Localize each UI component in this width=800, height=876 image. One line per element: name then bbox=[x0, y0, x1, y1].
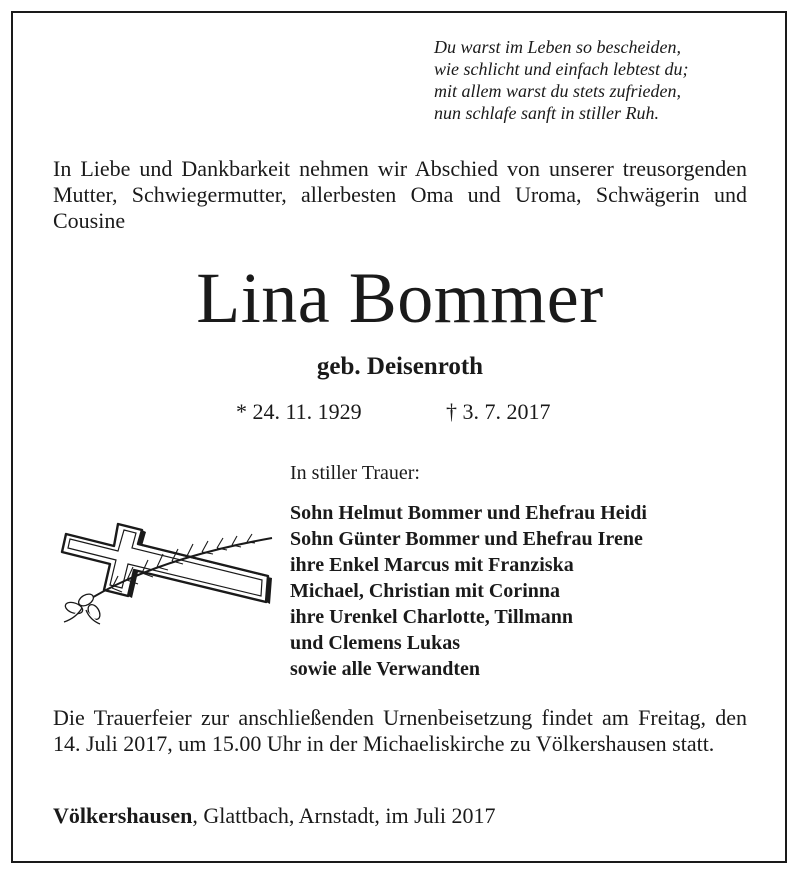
mourners-list bbox=[290, 500, 647, 682]
mourner-line: Sohn Helmut Bommer und Ehefrau Heidi bbox=[290, 502, 647, 524]
intro-text: In Liebe und Dankbarkeit nehmen wir Abschied von unserer treusorgenden Mutter, Schwiegermutter, allerbesten Oma und Uroma, Schwägerin und Cousine bbox=[53, 156, 747, 233]
poem bbox=[434, 36, 764, 124]
ceremony-text: Die Trauerfeier zur anschließenden Urnenbeisetzung findet am Freitag, den 14. Juli 2017, um 15.00 Uhr in der Michaeliskirche zu Völkershausen statt. bbox=[53, 705, 747, 756]
mourner-line: ihre Urenkel Charlotte, Tillmann bbox=[290, 606, 573, 628]
poem-line: nun schlafe sanft in stiller Ruh. bbox=[434, 103, 659, 123]
cross-with-palm-branch-icon bbox=[52, 518, 278, 630]
deceased-name: Lina Bommer bbox=[196, 258, 604, 338]
place-town: Völkershausen bbox=[53, 803, 193, 828]
place-date bbox=[53, 803, 495, 829]
place-rest: , Glattbach, Arnstadt, im Juli 2017 bbox=[192, 803, 496, 828]
mourner-line: sowie alle Verwandten bbox=[290, 658, 480, 680]
mourner-line: ihre Enkel Marcus mit Franziska bbox=[290, 554, 574, 576]
poem-line: wie schlicht und einfach lebtest du; bbox=[434, 59, 689, 79]
mourner-line: und Clemens Lukas bbox=[290, 632, 461, 654]
mourning-label: In stiller Trauer: bbox=[290, 462, 420, 484]
mourner-line: Sohn Günter Bommer und Ehefrau Irene bbox=[290, 528, 643, 550]
poem-line: Du warst im Leben so bescheiden, bbox=[434, 37, 681, 57]
maiden-name: geb. Deisenroth bbox=[316, 353, 484, 380]
poem-line: mit allem warst du stets zufrieden, bbox=[434, 81, 681, 101]
death-date: † 3. 7. 2017 bbox=[446, 399, 551, 424]
birth-date: * 24. 11. 1929 bbox=[236, 399, 362, 424]
mourner-line: Michael, Christian mit Corinna bbox=[290, 580, 560, 602]
